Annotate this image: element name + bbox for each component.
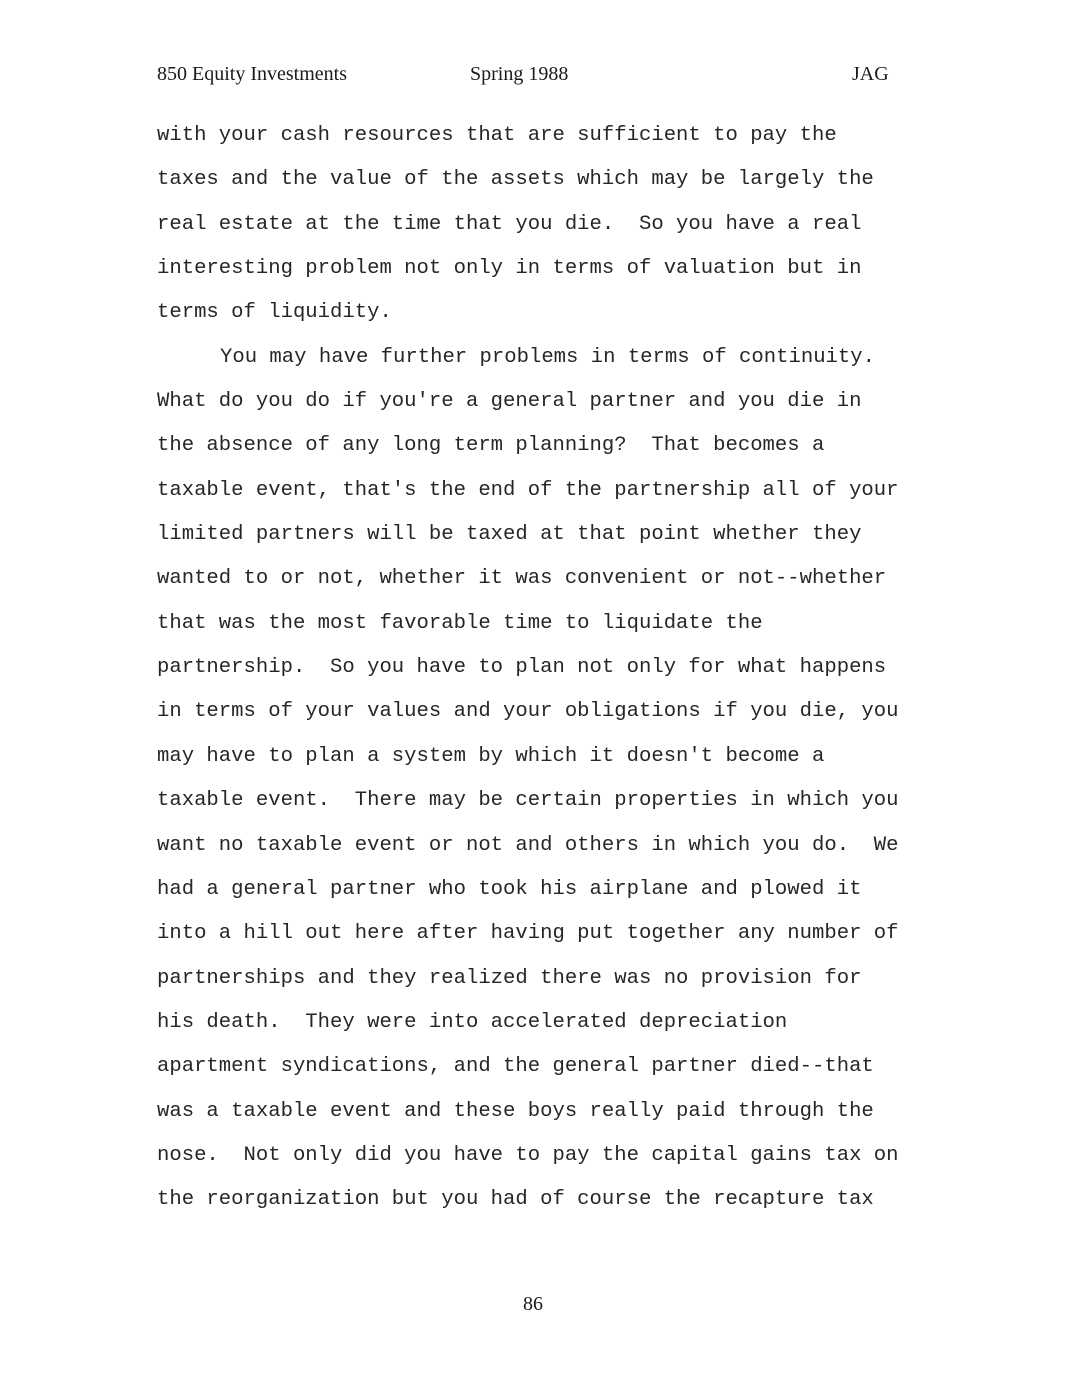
text-line: had a general partner who took his airplane and plowed it xyxy=(157,877,862,901)
text-line: terms of liquidity. xyxy=(157,301,392,325)
text-line: his death. They were into accelerated depreciation xyxy=(157,1010,788,1034)
transcript-body xyxy=(157,120,917,1229)
text-line: was a taxable event and these boys really paid through the xyxy=(157,1099,874,1123)
text-line: taxable event, that's the end of the partnership all of your xyxy=(157,478,899,502)
text-line: taxable event. There may be certain properties in which you xyxy=(157,789,899,813)
page-number: 86 xyxy=(523,1293,543,1315)
text-line: wanted to or not, whether it was convenient or not--whether xyxy=(157,567,887,591)
text-line: want no taxable event or not and others in which you do. We xyxy=(157,833,899,857)
header-term: Spring 1988 xyxy=(470,63,569,85)
text-line: in terms of your values and your obligations if you die, you xyxy=(157,700,899,724)
text-line: taxes and the value of the assets which may be largely the xyxy=(157,168,874,192)
text-line: real estate at the time that you die. So you have a real xyxy=(157,212,862,236)
text-line: limited partners will be taxed at that point whether they xyxy=(157,523,862,547)
text-line: with your cash resources that are sufficient to pay the xyxy=(157,124,837,147)
header-initials: JAG xyxy=(852,63,889,85)
header-course-title: 850 Equity Investments xyxy=(157,63,347,85)
text-line: nose. Not only did you have to pay the capital gains tax on xyxy=(157,1143,899,1167)
text-line: partnerships and they realized there was no provision for xyxy=(157,966,862,990)
text-line: the absence of any long term planning? That becomes a xyxy=(157,434,825,458)
paragraph-first-line: You may have further problems in terms of continuity. xyxy=(220,345,875,369)
text-line: into a hill out here after having put together any number of xyxy=(157,922,899,946)
text-line: What do you do if you're a general partner and you die in xyxy=(157,390,862,414)
text-line: may have to plan a system by which it doesn't become a xyxy=(157,744,825,768)
text-line: partnership. So you have to plan not only for what happens xyxy=(157,656,887,680)
text-line: interesting problem not only in terms of valuation but in xyxy=(157,257,862,281)
text-line: the reorganization but you had of course the recapture tax xyxy=(157,1188,874,1212)
text-line: that was the most favorable time to liquidate the xyxy=(157,611,763,635)
text-line: apartment syndications, and the general partner died--that xyxy=(157,1055,874,1079)
